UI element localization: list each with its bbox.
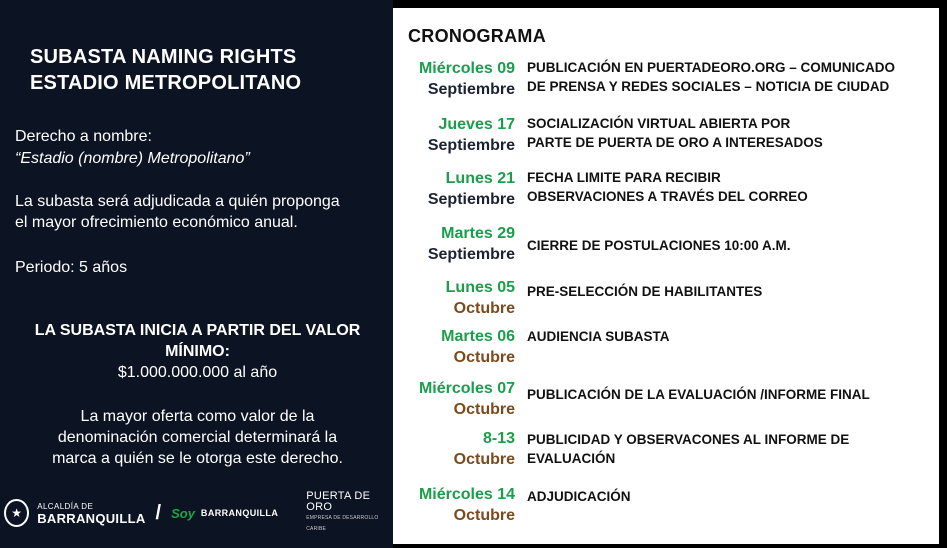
schedule-date: [393, 484, 515, 526]
soy-logo-text: Soy: [171, 505, 195, 521]
schedule-panel: [393, 8, 939, 544]
schedule-month: Octubre: [453, 451, 515, 468]
starting-value-block: [20, 320, 375, 383]
info-panel: [0, 0, 393, 548]
min-value: $1.000.000.000 al año: [117, 364, 278, 381]
note-line-3: marca a quién se le otorga este derecho.: [52, 450, 343, 467]
schedule-day: 8-13: [482, 430, 515, 447]
puerta-de-oro-logo: [306, 491, 389, 535]
award-text-line-1: La subasta será adjudicada a quién proponga: [15, 193, 340, 210]
title-line-2: ESTADIO METROPOLITANO: [30, 72, 302, 94]
schedule-item: [393, 168, 939, 216]
note-line-2: denominación comercial determinará la: [57, 429, 338, 446]
schedule-description-line-1: PUBLICACIÓN DE LA EVALUACIÓN /INFORME FINAL: [527, 387, 870, 402]
schedule-date: [393, 428, 515, 470]
schedule-month: Octubre: [453, 401, 515, 418]
schedule-date: [393, 277, 515, 319]
schedule-item: [393, 378, 939, 426]
schedule-date: [393, 168, 515, 210]
award-text-line-2: el mayor ofrecimiento económico anual.: [15, 214, 298, 231]
schedule-day: Jueves 17: [438, 116, 515, 133]
logo-separator: /: [155, 501, 162, 524]
note-block: [20, 406, 375, 469]
schedule-day: Miércoles 07: [418, 380, 515, 397]
schedule-item: [393, 484, 939, 532]
schedule-item: [393, 277, 939, 325]
schedule-title: CRONOGRAMA: [408, 26, 546, 46]
pdo-name: PUERTA DE ORO: [306, 490, 371, 513]
schedule-description-line-2: PARTE DE PUERTA DE ORO A INTERESADOS: [527, 135, 823, 150]
alcaldia-logo: [37, 501, 145, 525]
note-line-1: La mayor oferta como valor de la: [80, 408, 315, 425]
schedule-day: Lunes 05: [445, 279, 515, 296]
schedule-month: Septiembre: [427, 137, 515, 154]
schedule-month: Septiembre: [427, 246, 515, 263]
alcaldia-big-text: BARRANQUILLA: [37, 511, 146, 526]
soy-city-text: BARRANQUILLA: [200, 508, 279, 518]
schedule-description-line-2: DE PRENSA Y REDES SOCIALES – NOTICIA DE CIUDAD: [527, 79, 890, 94]
schedule-description-line-2: OBSERVACIONES A TRAVÉS DEL CORREO: [527, 189, 808, 204]
schedule-item: [393, 114, 939, 162]
schedule-date: [393, 378, 515, 420]
schedule-month: Octubre: [453, 300, 515, 317]
naming-right-label: Derecho a nombre:: [15, 128, 152, 145]
schedule-item: [393, 326, 939, 374]
schedule-item: [393, 428, 939, 476]
schedule-item: [393, 58, 939, 106]
schedule-description-line-1: PUBLICACIÓN EN PUERTADEORO.ORG – COMUNICADO: [527, 60, 896, 75]
schedule-month: Octubre: [453, 349, 515, 366]
schedule-month: Octubre: [453, 507, 515, 524]
title-line-1: SUBASTA NAMING RIGHTS: [30, 46, 297, 68]
naming-right-value: “Estadio (nombre) Metropolitano”: [15, 150, 250, 167]
schedule-day: Lunes 21: [445, 170, 515, 187]
pdo-subtitle: EMPRESA DE DESARROLLO CARIBE: [306, 515, 379, 532]
schedule-day: Martes 29: [441, 225, 515, 242]
alcaldia-small-text: ALCALDÍA DE: [37, 502, 94, 511]
schedule-description-line-1: ADJUDICACIÓN: [527, 489, 631, 504]
start-line-2: MÍNIMO:: [165, 343, 230, 360]
schedule-description-line-1: PUBLICIDAD Y OBSERVACONES AL INFORME DE: [527, 432, 850, 447]
schedule-item: [393, 223, 939, 271]
schedule-date: [393, 114, 515, 156]
schedule-description-line-2: EVALUACIÓN: [527, 451, 616, 466]
schedule-day: Martes 06: [441, 328, 515, 345]
schedule-description-line-1: PRE-SELECCIÓN DE HABILITANTES: [527, 284, 763, 299]
schedule-day: Miércoles 09: [418, 60, 515, 77]
footer-logos: [4, 490, 389, 532]
schedule-day: Miércoles 14: [418, 486, 515, 503]
page-title: [30, 44, 370, 96]
schedule-date: [393, 223, 515, 265]
schedule-month: Septiembre: [427, 191, 515, 208]
schedule-description-line-1: AUDIENCIA SUBASTA: [527, 329, 670, 344]
schedule-date: [393, 58, 515, 100]
start-line-1: LA SUBASTA INICIA A PARTIR DEL VALOR: [34, 322, 361, 339]
period-text: Periodo: 5 años: [15, 259, 128, 276]
schedule-description-line-1: SOCIALIZACIÓN VIRTUAL ABIERTA POR: [527, 116, 791, 131]
schedule-description-line-1: FECHA LIMITE PARA RECIBIR: [527, 170, 721, 185]
schedule-date: [393, 326, 515, 368]
schedule-description-line-1: CIERRE DE POSTULACIONES 10:00 A.M.: [527, 238, 791, 253]
schedule-month: Septiembre: [427, 81, 515, 98]
city-seal-icon: ★: [4, 499, 29, 527]
